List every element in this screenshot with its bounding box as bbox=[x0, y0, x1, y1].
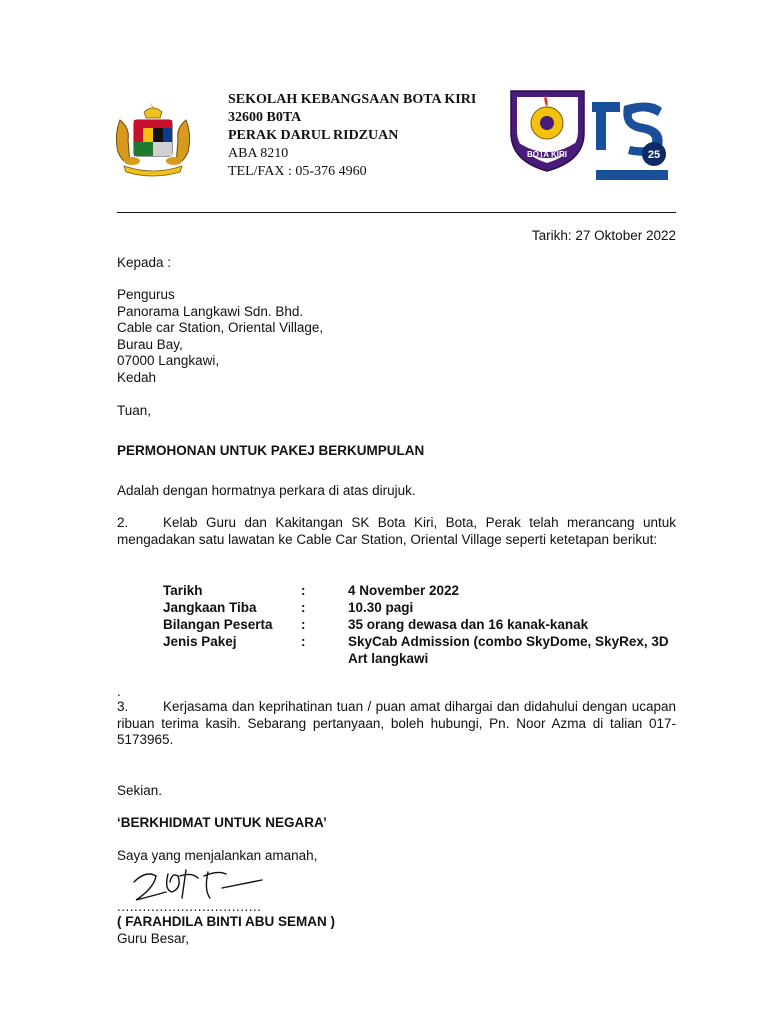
paragraph-number: 2. bbox=[117, 515, 129, 530]
address-line: 07000 Langkawi, bbox=[117, 353, 220, 368]
school-code: ABA 8210 bbox=[228, 146, 289, 161]
address-line: Cable car Station, Oriental Village, bbox=[117, 320, 324, 335]
paragraph-text: Kelab Guru dan Kakitangan SK Bota Kiri, Bota, Perak telah merancang untuk mengadakan satu lawatan ke Cable Car Station, Oriental Village seperti ketetapan berikut: bbox=[117, 515, 676, 547]
detail-label: Jenis Pakej bbox=[163, 634, 237, 649]
school-badge-logo bbox=[505, 87, 590, 173]
letter-date: Tarikh: 27 Oktober 2022 bbox=[531, 228, 676, 243]
address-line: Kedah bbox=[117, 369, 157, 385]
header-divider bbox=[117, 212, 676, 213]
school-badge-text: BOTA KIRI bbox=[527, 150, 567, 159]
detail-value: 10.30 pagi bbox=[348, 600, 414, 615]
detail-value: 35 orang dewasa dan 16 kanak-kanak bbox=[348, 617, 589, 632]
address-line: Panorama Langkawi Sdn. Bhd. bbox=[117, 303, 304, 319]
address-line: Pengurus bbox=[117, 287, 175, 302]
detail-row bbox=[163, 616, 678, 633]
ts25-logo bbox=[592, 94, 672, 182]
school-name: SEKOLAH KEBANGSAAN BOTA KIRI bbox=[228, 92, 477, 107]
school-postcode: 32600 B0TA bbox=[228, 110, 302, 125]
school-telfax: TEL/FAX : 05-376 4960 bbox=[228, 164, 367, 179]
school-state: PERAK DARUL RIDZUAN bbox=[228, 128, 399, 143]
recipient-address bbox=[117, 287, 323, 386]
ts25-number: 25 bbox=[647, 149, 661, 161]
closing: Sekian. bbox=[117, 783, 163, 798]
motto: ‘BERKHIDMAT UNTUK NEGARA’ bbox=[117, 815, 327, 830]
detail-label: Bilangan Peserta bbox=[163, 617, 273, 632]
detail-label: Jangkaan Tiba bbox=[163, 600, 257, 615]
intro-sentence: Adalah dengan hormatnya perkara di atas dirujuk. bbox=[117, 483, 416, 498]
detail-value: 4 November 2022 bbox=[348, 583, 460, 598]
detail-value: SkyCab Admission (combo SkyDome, SkyRex, 3D Art langkawi bbox=[348, 634, 669, 666]
paragraph-number: 3. bbox=[117, 699, 129, 714]
signature-line: .................................. bbox=[117, 899, 262, 914]
paragraph-3 bbox=[117, 699, 676, 749]
salutation: Tuan, bbox=[117, 403, 152, 418]
detail-colon: : bbox=[301, 634, 306, 649]
detail-colon: : bbox=[301, 617, 306, 632]
recipient-label: Kepada : bbox=[117, 255, 172, 270]
signatory-name: ( FARAHDILA BINTI ABU SEMAN ) bbox=[117, 914, 335, 929]
school-letterhead bbox=[228, 91, 476, 181]
paragraph-text: Kerjasama dan keprihatinan tuan / puan amat dihargai dan didahului dengan ucapan ribuan terima kasih. Sebarang pertanyaan, boleh hubungi, Pn. Noor Azma di talian 017-5173965. bbox=[117, 699, 676, 747]
detail-row bbox=[163, 582, 678, 599]
detail-label: Tarikh bbox=[163, 583, 203, 598]
trust-line: Saya yang menjalankan amanah, bbox=[117, 848, 318, 863]
address-line: Burau Bay, bbox=[117, 336, 183, 352]
detail-colon: : bbox=[301, 583, 306, 598]
detail-colon: : bbox=[301, 600, 306, 615]
coat-of-arms-logo bbox=[112, 100, 194, 178]
detail-row bbox=[163, 599, 678, 616]
visit-details-table bbox=[163, 582, 678, 667]
stray-dot: . bbox=[117, 684, 121, 699]
paragraph-2 bbox=[117, 515, 676, 548]
signatory-position: Guru Besar, bbox=[117, 931, 190, 946]
letter-subject: PERMOHONAN UNTUK PAKEJ BERKUMPULAN bbox=[117, 443, 425, 458]
detail-row bbox=[163, 633, 678, 667]
